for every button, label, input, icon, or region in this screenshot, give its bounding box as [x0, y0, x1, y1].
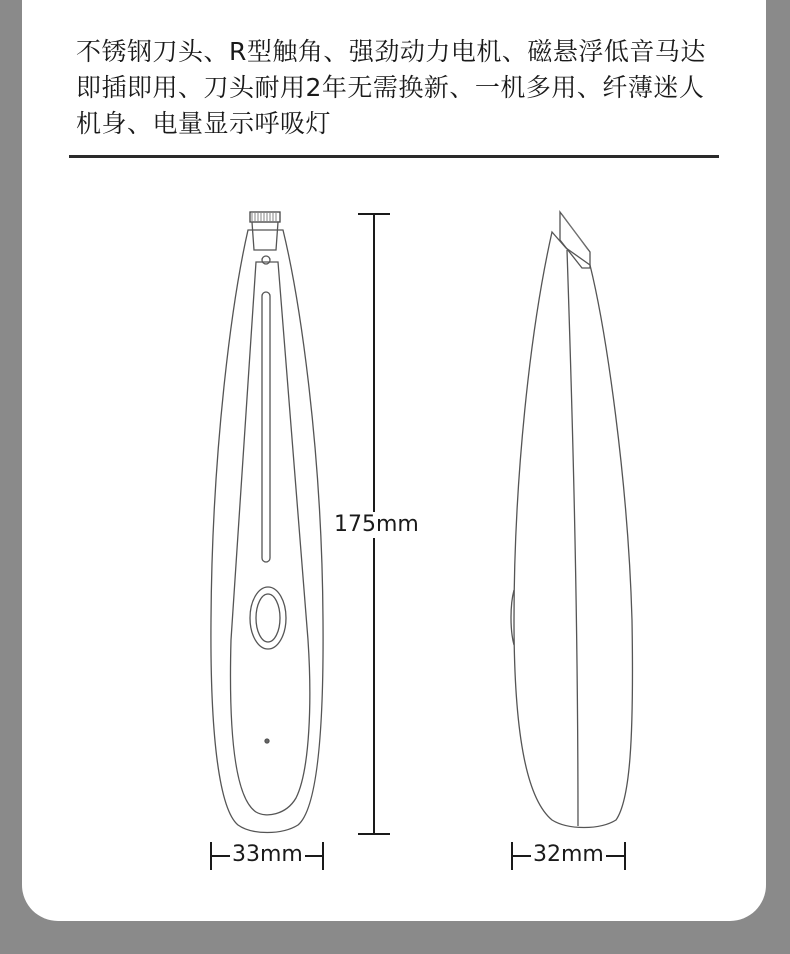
trimmer-side-view	[511, 212, 632, 828]
side-body-outline	[514, 232, 632, 828]
front-width-label: 33mm	[232, 842, 303, 867]
side-blade-head	[560, 212, 590, 268]
body-slot	[262, 292, 270, 562]
side-body-seam	[567, 250, 578, 826]
blade-block	[252, 222, 278, 250]
breathing-light	[265, 739, 269, 743]
feature-line-3: 机身、电量显示呼吸灯	[76, 109, 332, 138]
height-label: 175mm	[334, 512, 419, 537]
blade-teeth	[250, 212, 280, 222]
neck-indicator	[262, 256, 270, 264]
side-width-label: 32mm	[533, 842, 604, 867]
feature-line-2: 即插即用、刀头耐用2年无需换新、一机多用、纤薄迷人	[76, 73, 705, 102]
power-button-inner	[256, 594, 280, 642]
feature-line-1: 不锈钢刀头、R型触角、强劲动力电机、磁悬浮低音马达	[76, 37, 706, 66]
trimmer-front-view	[211, 212, 323, 833]
